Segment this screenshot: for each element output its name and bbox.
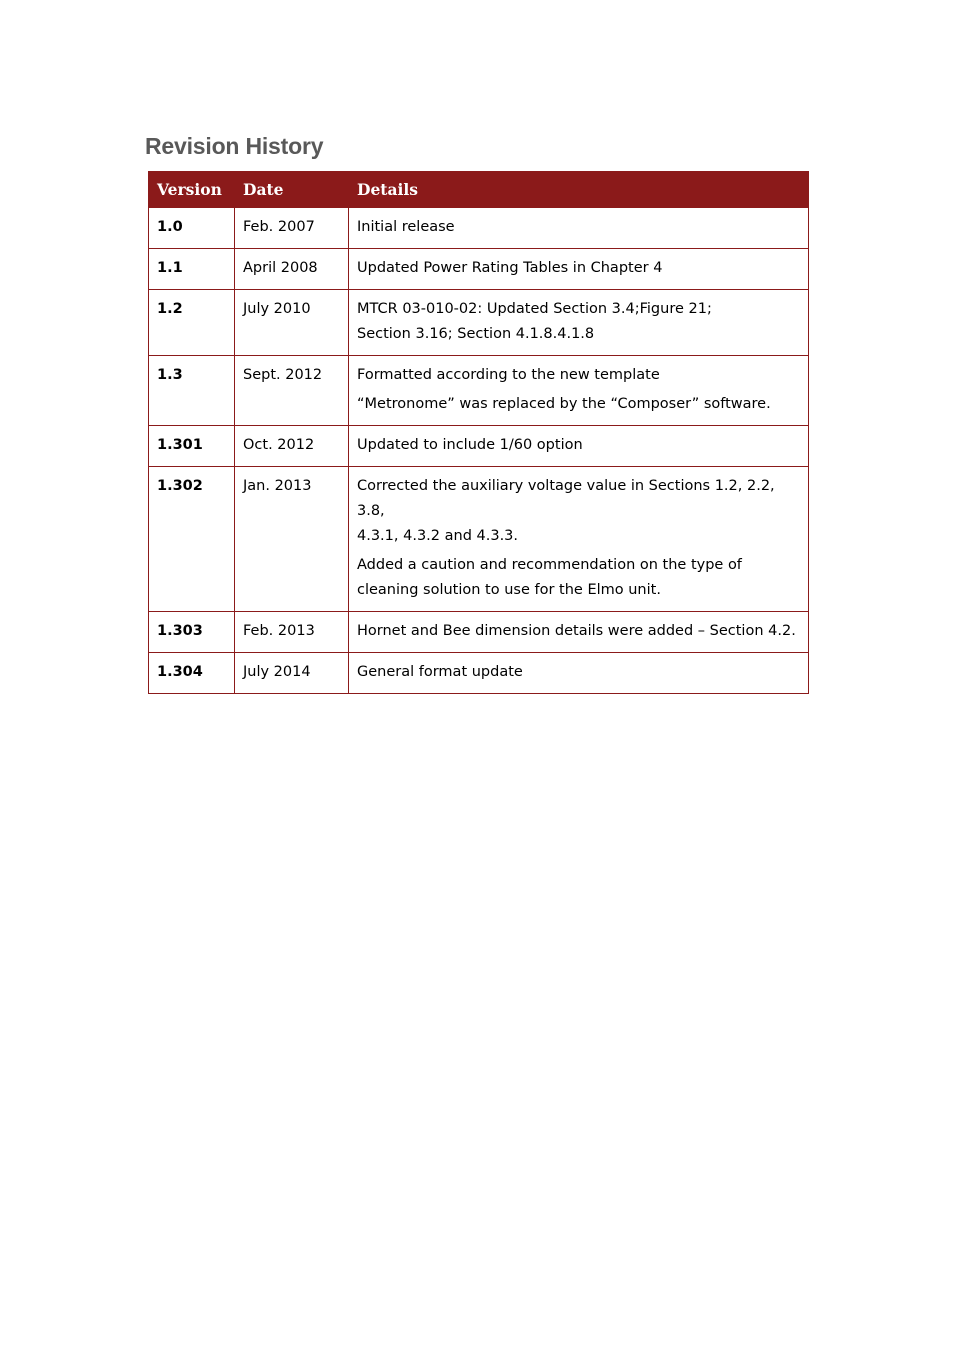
revision-history-table: [148, 171, 809, 694]
date-cell: Feb. 2013: [235, 612, 349, 653]
version-cell: 1.301: [149, 426, 235, 467]
details-cell: [349, 612, 809, 653]
details-text: MTCR 03-010-02: Updated Section 3.4;Figure 21;: [357, 301, 712, 317]
date-cell: Oct. 2012: [235, 426, 349, 467]
column-header-version: Version: [149, 172, 235, 208]
date-cell: April 2008: [235, 249, 349, 290]
details-text: 4.3.1, 4.3.2 and 4.3.3.: [357, 528, 519, 544]
version-cell: 1.2: [149, 290, 235, 356]
date-cell: Sept. 2012: [235, 356, 349, 426]
details-text: cleaning solution to use for the Elmo unit.: [357, 582, 661, 598]
details-cell: [349, 208, 809, 249]
details-text: Initial release: [357, 219, 455, 235]
details-text: Formatted according to the new template: [357, 367, 660, 383]
version-cell: 1.302: [149, 467, 235, 612]
version-cell: 1.3: [149, 356, 235, 426]
table-row: [149, 208, 809, 249]
table-row: [149, 653, 809, 694]
table-row: [149, 426, 809, 467]
table-row: [149, 467, 809, 612]
details-cell: [349, 467, 809, 612]
details-text: Section 3.16; Section 4.1.8.4.1.8: [357, 326, 595, 342]
details-text: Corrected the auxiliary voltage value in Sections 1.2, 2.2, 3.8,: [357, 478, 775, 519]
details-text: “Metronome” was replaced by the “Composer” software.: [357, 396, 771, 412]
column-header-date: Date: [235, 172, 349, 208]
details-cell: [349, 426, 809, 467]
version-cell: 1.0: [149, 208, 235, 249]
date-cell: July 2014: [235, 653, 349, 694]
table-row: [149, 356, 809, 426]
details-cell: [349, 290, 809, 356]
table-row: [149, 290, 809, 356]
details-cell: [349, 356, 809, 426]
date-cell: Feb. 2007: [235, 208, 349, 249]
details-text: Added a caution and recommendation on the type of: [357, 557, 742, 573]
details-cell: [349, 249, 809, 290]
details-text: Updated to include 1/60 option: [357, 437, 583, 453]
page-title: Revision History: [145, 133, 324, 159]
table-row: [149, 612, 809, 653]
table-body: [149, 208, 809, 694]
date-cell: Jan. 2013: [235, 467, 349, 612]
details-text: Hornet and Bee dimension details were added – Section 4.2.: [357, 623, 796, 639]
version-cell: 1.1: [149, 249, 235, 290]
date-cell: July 2010: [235, 290, 349, 356]
details-cell: [349, 653, 809, 694]
table-row: [149, 249, 809, 290]
version-cell: 1.304: [149, 653, 235, 694]
version-cell: 1.303: [149, 612, 235, 653]
column-header-details: Details: [349, 172, 809, 208]
details-text: General format update: [357, 664, 523, 680]
table-header-row: [149, 172, 809, 208]
details-text: Updated Power Rating Tables in Chapter 4: [357, 260, 663, 276]
